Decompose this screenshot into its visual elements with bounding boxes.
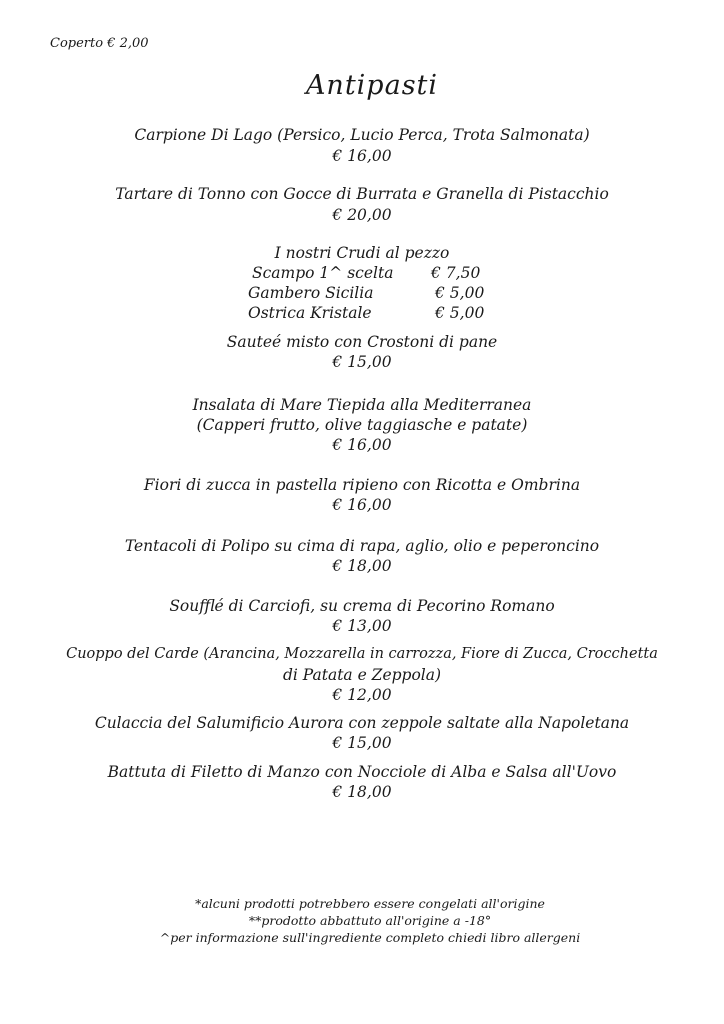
menu-item-name: Battuta di Filetto di Manzo con Nocciole di Alba e Salsa all'Uovo (107, 763, 617, 781)
page-title: Antipasti (305, 70, 439, 101)
menu-item-subtitle: (Capperi frutto, olive taggiasche e patate) (196, 416, 528, 434)
crudo-name: Gambero Sicilia (248, 284, 374, 302)
crudo-name: Scampo 1^ scelta (252, 264, 394, 282)
menu-item-price: € 13,00 (332, 617, 392, 635)
crudo-price: € 5,00 (435, 304, 485, 322)
menu-item-price: € 15,00 (332, 734, 392, 752)
footnote: ^per informazione sull'ingrediente completo chiedi libro allergeni (159, 930, 581, 945)
menu-item-price: € 15,00 (332, 353, 392, 371)
menu-item-name: Tartare di Tonno con Gocce di Burrata e Granella di Pistacchio (115, 185, 609, 203)
menu-item-price: € 16,00 (332, 436, 392, 454)
menu-item-name: Tentacoli di Polipo su cima di rapa, aglio, olio e peperoncino (124, 537, 600, 555)
menu-item-price: € 16,00 (332, 147, 392, 165)
footnote: *alcuni prodotti potrebbero essere congelati all'origine (195, 896, 545, 911)
menu-item-name: Cuoppo del Carde (Arancina, Mozzarella in carrozza, Fiore di Zucca, Crocchetta (66, 646, 658, 662)
menu-item-name: Insalata di Mare Tiepida alla Mediterranea (192, 396, 532, 414)
menu-item-price: € 20,00 (332, 206, 392, 224)
menu-item-name: Carpione Di Lago (Persico, Lucio Perca, Trota Salmonata) (134, 126, 590, 144)
menu-item-price: € 18,00 (332, 783, 392, 801)
footnote: **prodotto abbattuto all'origine a -18° (248, 913, 492, 928)
menu-item-subtitle: di Patata e Zeppola) (282, 666, 442, 684)
cover-charge: Coperto € 2,00 (50, 36, 149, 51)
crudi-heading: I nostri Crudi al pezzo (274, 244, 450, 262)
menu-item-name: Sauteé misto con Crostoni di pane (226, 333, 498, 351)
menu-item-name: Soufflé di Carciofi, su crema di Pecorino Romano (169, 597, 555, 615)
crudo-price: € 7,50 (431, 264, 481, 282)
menu-item-name: Culaccia del Salumificio Aurora con zeppole saltate alla Napoletana (94, 714, 630, 732)
menu-item-price: € 18,00 (332, 557, 392, 575)
crudo-name: Ostrica Kristale (248, 304, 372, 322)
menu-item-price: € 16,00 (332, 496, 392, 514)
crudo-price: € 5,00 (435, 284, 485, 302)
menu-item-price: € 12,00 (332, 686, 392, 704)
menu-item-name: Fiori di zucca in pastella ripieno con Ricotta e Ombrina (143, 476, 581, 494)
